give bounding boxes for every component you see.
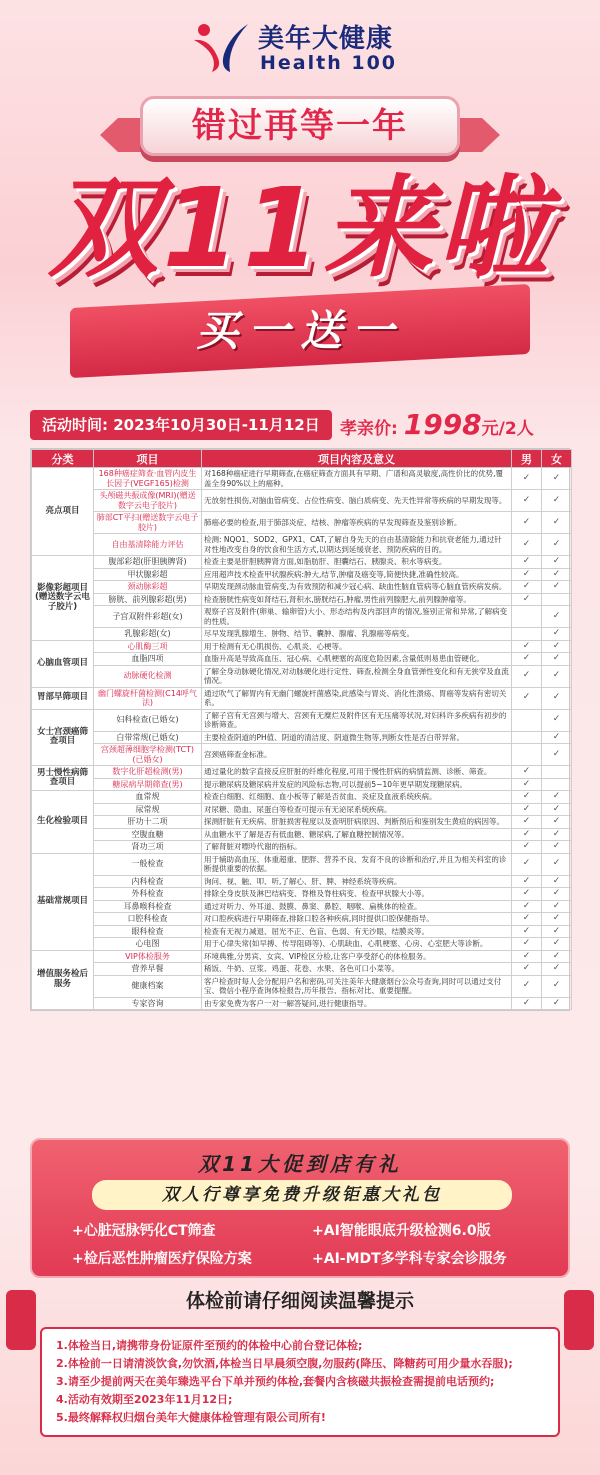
male-check-cell: ✓ bbox=[512, 568, 542, 581]
table-row bbox=[32, 709, 572, 731]
header-female: 女 bbox=[542, 450, 572, 468]
item-cell: 心肌酶三项 bbox=[94, 640, 202, 653]
category-cell: 男士慢性病筛查项目 bbox=[32, 766, 94, 791]
offer-ribbon bbox=[70, 284, 530, 378]
female-check-cell: ✓ bbox=[542, 640, 572, 653]
price-label: 孝亲价: bbox=[340, 419, 398, 439]
male-check-cell: ✓ bbox=[512, 913, 542, 926]
notice-line: 2.体检前一日请清淡饮食,勿饮酒,体检当日早晨须空腹,勿服药(降压、降糖药可用少量水吞服); bbox=[56, 1357, 513, 1370]
tagline-text: 错过再等一年 bbox=[192, 106, 408, 146]
item-cell: 空腹血糖 bbox=[94, 828, 202, 841]
female-check-cell bbox=[542, 766, 572, 779]
header-item: 项目 bbox=[94, 450, 202, 468]
table-row bbox=[32, 828, 572, 841]
description-cell: 通过对听力、外耳道、鼓膜、鼻窦、鼻腔、咽喉、扁桃体的检查。 bbox=[202, 900, 512, 913]
female-check-cell: ✓ bbox=[542, 803, 572, 816]
description-cell: 观察子宫及附件(卵巢、输卵管)大小、形态结构及内部回声的情况,鉴别正常和异常,了解病变的性质。 bbox=[202, 606, 512, 628]
male-check-cell bbox=[512, 628, 542, 641]
table-row bbox=[32, 628, 572, 641]
notice-line: 1.体检当日,请携带身份证原件至预约的体检中心前台登记体检; bbox=[56, 1339, 363, 1352]
description-cell: 对尿糖、隐血、尿蛋白等检查可提示有无泌尿系统疾病。 bbox=[202, 803, 512, 816]
description-cell: 通过吹气了解胃内有无幽门螺旋杆菌感染,此感染与胃炎、消化性溃疡、胃癌等发病有密切关系。 bbox=[202, 687, 512, 709]
description-cell: 稀饭、牛奶、豆浆、鸡蛋、花卷、水果、各色可口小菜等。 bbox=[202, 963, 512, 976]
item-cell: 甲状腺彩超 bbox=[94, 568, 202, 581]
table-row bbox=[32, 925, 572, 938]
female-check-cell: ✓ bbox=[542, 975, 572, 997]
description-cell: 检查主要是肝胆胰脾肾方面,如脂肪肝、胆囊结石、胰腺炎、积水等病变。 bbox=[202, 556, 512, 569]
notice-line: 3.请至少提前两天在美年臻选平台下单并预约体检,套餐内含核磁共振检查需提前电话预约; bbox=[56, 1375, 495, 1388]
description-cell: 检查膀胱性病变如肾结石,肾积水,膀胱结石,肿瘤,男性前列腺肥大,前列腺肿瘤等。 bbox=[202, 593, 512, 606]
female-check-cell: ✓ bbox=[542, 963, 572, 976]
promo-item: +心脏冠脉钙化CT筛查 bbox=[72, 1223, 216, 1239]
item-cell: 口腔科检查 bbox=[94, 913, 202, 926]
table-row bbox=[32, 468, 572, 490]
male-check-cell bbox=[512, 709, 542, 731]
item-cell: 一般检查 bbox=[94, 853, 202, 875]
female-check-cell: ✓ bbox=[542, 913, 572, 926]
campaign-time: 活动时间: 2023年10月30日-11月12日 bbox=[30, 410, 332, 440]
brand-name-en: Health 100 bbox=[260, 52, 398, 74]
table-row bbox=[32, 913, 572, 926]
notice-box bbox=[40, 1327, 560, 1437]
male-check-cell bbox=[512, 606, 542, 628]
description-cell: 从血糖水平了解是否有低血糖、糖尿病,了解血糖控制情况等。 bbox=[202, 828, 512, 841]
male-check-cell: ✓ bbox=[512, 938, 542, 951]
table-row bbox=[32, 938, 572, 951]
table-row bbox=[32, 512, 572, 534]
male-check-cell bbox=[512, 731, 542, 744]
female-check-cell: ✓ bbox=[542, 534, 572, 556]
promo-item: +检后恶性肿瘤医疗保险方案 bbox=[72, 1251, 252, 1267]
table-row bbox=[32, 568, 572, 581]
female-check-cell: ✓ bbox=[542, 816, 572, 829]
table-row bbox=[32, 950, 572, 963]
description-cell: 了解全身动脉硬化情况,对动脉硬化进行定性、筛查,检测全身血管弹性变化和有无狭窄及血流情况。 bbox=[202, 665, 512, 687]
campaign-price bbox=[340, 408, 534, 441]
female-check-cell: ✓ bbox=[542, 731, 572, 744]
description-cell: 探测肝脏有无疾病、肝脏损害程度以及查明肝病原因、判断预后和鉴别发生黄疸的病因等。 bbox=[202, 816, 512, 829]
main-title: 双11来啦 bbox=[48, 164, 552, 292]
female-check-cell: ✓ bbox=[542, 665, 572, 687]
description-cell: 检测: NQO1、SOD2、GPX1、CAT,了解自身先天的自由基清除能力和抗衰老能力,通过针对性地改变自身的饮食和生活方式,以期达到延缓衰老、预防疾病的目的。 bbox=[202, 534, 512, 556]
item-cell: 宫颈超薄细胞学检测(TCT)(已婚女) bbox=[94, 744, 202, 766]
table-row bbox=[32, 888, 572, 901]
table-row bbox=[32, 581, 572, 594]
category-cell: 亮点项目 bbox=[32, 468, 94, 556]
item-cell: 腹部彩超(肝胆胰脾肾) bbox=[94, 556, 202, 569]
male-check-cell: ✓ bbox=[512, 900, 542, 913]
notice-section bbox=[40, 1286, 560, 1437]
brand-mark-icon bbox=[190, 18, 252, 74]
description-cell: 排除全身皮肤及淋巴结病变、脊椎及脊柱病变、检查甲状腺大小等。 bbox=[202, 888, 512, 901]
brand-logo bbox=[190, 14, 420, 78]
female-check-cell: ✓ bbox=[542, 568, 572, 581]
item-cell: 尿常规 bbox=[94, 803, 202, 816]
female-check-cell bbox=[542, 778, 572, 791]
description-cell: 用于辅助高血压、体重超重、肥胖、营养不良、发育不良的诊断和治疗,并且为相关科室的诊断提供重要的依据。 bbox=[202, 853, 512, 875]
female-check-cell: ✓ bbox=[542, 875, 572, 888]
description-cell: 尽早发现乳腺增生、肿物、结节、囊肿、腺瘤、乳腺癌等病变。 bbox=[202, 628, 512, 641]
category-cell: 生化检验项目 bbox=[32, 791, 94, 854]
female-check-cell: ✓ bbox=[542, 938, 572, 951]
item-cell: 健康档案 bbox=[94, 975, 202, 997]
item-cell: 动脉硬化检测 bbox=[94, 665, 202, 687]
male-check-cell: ✓ bbox=[512, 950, 542, 963]
female-check-cell: ✓ bbox=[542, 853, 572, 875]
category-cell: 胃部早筛项目 bbox=[32, 687, 94, 709]
female-check-cell: ✓ bbox=[542, 709, 572, 731]
table-row bbox=[32, 490, 572, 512]
item-cell: 幽门螺旋杆菌检测(C14呼气法) bbox=[94, 687, 202, 709]
male-check-cell: ✓ bbox=[512, 803, 542, 816]
category-cell: 基础常规项目 bbox=[32, 853, 94, 950]
female-check-cell: ✓ bbox=[542, 997, 572, 1010]
female-check-cell: ✓ bbox=[542, 628, 572, 641]
header-description: 项目内容及意义 bbox=[202, 450, 512, 468]
item-cell: 白带常规(已婚女) bbox=[94, 731, 202, 744]
price-value: 1998 bbox=[403, 408, 482, 441]
male-check-cell: ✓ bbox=[512, 687, 542, 709]
female-check-cell: ✓ bbox=[542, 490, 572, 512]
tagline-banner bbox=[140, 96, 460, 156]
table-row bbox=[32, 778, 572, 791]
female-check-cell: ✓ bbox=[542, 791, 572, 804]
male-check-cell: ✓ bbox=[512, 665, 542, 687]
item-cell: 血常规 bbox=[94, 791, 202, 804]
table-row bbox=[32, 556, 572, 569]
male-check-cell: ✓ bbox=[512, 791, 542, 804]
male-check-cell: ✓ bbox=[512, 828, 542, 841]
female-check-cell: ✓ bbox=[542, 925, 572, 938]
description-cell: 肺癌必要的检查,用于肺部炎症、结核、肿瘤等疾病的早发现筛查及鉴别诊断。 bbox=[202, 512, 512, 534]
table-row bbox=[32, 687, 572, 709]
item-cell: 外科检查 bbox=[94, 888, 202, 901]
female-check-cell: ✓ bbox=[542, 512, 572, 534]
male-check-cell: ✓ bbox=[512, 593, 542, 606]
female-check-cell: ✓ bbox=[542, 744, 572, 766]
description-cell: 了解肾脏对嘌呤代谢的指标。 bbox=[202, 841, 512, 854]
description-cell: 早期发现颈动脉血管病变,为有效预防和减少冠心病、缺血性脑血管病等心脑血管疾病发病。 bbox=[202, 581, 512, 594]
table-row bbox=[32, 816, 572, 829]
item-cell: 数字化肝超检测(男) bbox=[94, 766, 202, 779]
table-row bbox=[32, 875, 572, 888]
female-check-cell: ✓ bbox=[542, 556, 572, 569]
promo-box bbox=[30, 1138, 570, 1278]
male-check-cell: ✓ bbox=[512, 997, 542, 1010]
item-cell: 眼科检查 bbox=[94, 925, 202, 938]
table-body bbox=[32, 468, 572, 1010]
promo-item: +AI智能眼底升级检测6.0版 bbox=[312, 1223, 491, 1239]
table-row bbox=[32, 975, 572, 997]
item-cell: 子宫双附件彩超(女) bbox=[94, 606, 202, 628]
female-check-cell: ✓ bbox=[542, 606, 572, 628]
brand-name-cn: 美年大健康 bbox=[258, 24, 394, 54]
offer-text: 买一送一 bbox=[195, 306, 404, 355]
male-check-cell: ✓ bbox=[512, 512, 542, 534]
price-unit: 元/2人 bbox=[481, 419, 534, 439]
table-row bbox=[32, 744, 572, 766]
header-category: 分类 bbox=[32, 450, 94, 468]
category-cell: 女士宫颈癌筛查项目 bbox=[32, 709, 94, 766]
item-cell: 颈动脉彩超 bbox=[94, 581, 202, 594]
male-check-cell: ✓ bbox=[512, 556, 542, 569]
header-male: 男 bbox=[512, 450, 542, 468]
female-check-cell: ✓ bbox=[542, 900, 572, 913]
description-cell: 对口腔疾病进行早期筛查,排除口腔各种疾病,同时提供口腔保健指导。 bbox=[202, 913, 512, 926]
table-row bbox=[32, 665, 572, 687]
item-cell: 肝功十二项 bbox=[94, 816, 202, 829]
description-cell: 用于检测有无心肌损伤、心肌炎、心梗等。 bbox=[202, 640, 512, 653]
item-cell: 肾功三项 bbox=[94, 841, 202, 854]
male-check-cell: ✓ bbox=[512, 875, 542, 888]
exam-items-table bbox=[30, 448, 570, 1011]
item-cell: 妇科检查(已婚女) bbox=[94, 709, 202, 731]
item-cell: 乳腺彩超(女) bbox=[94, 628, 202, 641]
male-check-cell: ✓ bbox=[512, 816, 542, 829]
description-cell: 对168种癌症进行早期筛查,在癌症筛查方面具有早期、广谱和高灵敏度,高性价比的优势,覆盖全身90%以上的癌种。 bbox=[202, 468, 512, 490]
table-row bbox=[32, 841, 572, 854]
notice-line: 5.最终解释权归烟台美年大健康体检管理有限公司所有! bbox=[56, 1411, 326, 1424]
notice-title: 体检前请仔细阅读温馨提示 bbox=[185, 1290, 414, 1312]
male-check-cell bbox=[512, 744, 542, 766]
female-check-cell: ✓ bbox=[542, 653, 572, 666]
item-cell: 专家咨询 bbox=[94, 997, 202, 1010]
item-cell: 糖尿病早期筛查(男) bbox=[94, 778, 202, 791]
table-row bbox=[32, 853, 572, 875]
female-check-cell: ✓ bbox=[542, 841, 572, 854]
notice-line: 4.活动有效期至2023年11月12日; bbox=[56, 1393, 233, 1406]
description-cell: 血脂升高是导致高血压、冠心病、心肌梗塞的高度危险因素,含量低则易患血管硬化。 bbox=[202, 653, 512, 666]
item-cell: VIP体检服务 bbox=[94, 950, 202, 963]
category-cell: 增值服务检后服务 bbox=[32, 950, 94, 1010]
male-check-cell: ✓ bbox=[512, 490, 542, 512]
description-cell: 用于心律失常(如早搏、传导阻碍等)、心肌缺血、心肌梗塞、心房、心室肥大等诊断。 bbox=[202, 938, 512, 951]
male-check-cell: ✓ bbox=[512, 925, 542, 938]
description-cell: 环境典雅,分男宾、女宾、VIP检区分检,让客户享受舒心的体检服务。 bbox=[202, 950, 512, 963]
female-check-cell: ✓ bbox=[542, 828, 572, 841]
table-row bbox=[32, 791, 572, 804]
lantern-right-decoration bbox=[564, 1290, 594, 1350]
description-cell: 主要检查阴道的PH值、阴道的清洁度、阴道微生物等,判断女性是否白带异常。 bbox=[202, 731, 512, 744]
description-cell: 检查白细胞、红细胞、血小板等了解是否贫血、炎症及血液系统疾病。 bbox=[202, 791, 512, 804]
table-row bbox=[32, 766, 572, 779]
male-check-cell: ✓ bbox=[512, 841, 542, 854]
item-cell: 自由基清除能力评估 bbox=[94, 534, 202, 556]
promo-item: +AI-MDT多学科专家会诊服务 bbox=[312, 1251, 507, 1267]
male-check-cell: ✓ bbox=[512, 653, 542, 666]
item-cell: 营养早餐 bbox=[94, 963, 202, 976]
male-check-cell: ✓ bbox=[512, 581, 542, 594]
table-row bbox=[32, 963, 572, 976]
table-row bbox=[32, 900, 572, 913]
item-cell: 膀胱、前列腺彩超(男) bbox=[94, 593, 202, 606]
male-check-cell: ✓ bbox=[512, 975, 542, 997]
male-check-cell: ✓ bbox=[512, 778, 542, 791]
male-check-cell: ✓ bbox=[512, 640, 542, 653]
description-cell: 宫颈癌筛查金标准。 bbox=[202, 744, 512, 766]
table-row bbox=[32, 997, 572, 1010]
female-check-cell: ✓ bbox=[542, 581, 572, 594]
male-check-cell: ✓ bbox=[512, 534, 542, 556]
description-cell: 由专家免费为客户一对一解答疑问,进行健康指导。 bbox=[202, 997, 512, 1010]
description-cell: 应用超声技术检查甲状腺疾病:肿大,结节,肿瘤及癌变等,简便快捷,准确性较高。 bbox=[202, 568, 512, 581]
category-cell: 心脑血管项目 bbox=[32, 640, 94, 687]
female-check-cell: ✓ bbox=[542, 950, 572, 963]
description-cell: 提示糖尿病及糖尿病并发症的风险标志物,可以提前5~10年更早期发现糖尿病。 bbox=[202, 778, 512, 791]
table-row bbox=[32, 803, 572, 816]
item-cell: 耳鼻喉科检查 bbox=[94, 900, 202, 913]
description-cell: 检查有无视力减退、屈光不正、色盲、色弱、有无沙眼、结膜炎等。 bbox=[202, 925, 512, 938]
item-cell: 内科检查 bbox=[94, 875, 202, 888]
male-check-cell: ✓ bbox=[512, 853, 542, 875]
description-cell: 了解子宫有无宫颈与增大、宫颈有无糜烂及附件区有无压痛等状况,对妇科许多疾病有初步的诊断筛查。 bbox=[202, 709, 512, 731]
table-row bbox=[32, 640, 572, 653]
category-cell: 影像彩超项目(赠送数字云电子胶片) bbox=[32, 556, 94, 641]
table-row bbox=[32, 593, 572, 606]
campaign-info-row bbox=[0, 408, 600, 442]
item-cell: 肺部CT平扫(赠送数字云电子胶片) bbox=[94, 512, 202, 534]
female-check-cell bbox=[542, 593, 572, 606]
description-cell: 询问、视、触、叩、听,了解心、肝、脾、神经系统等疾病。 bbox=[202, 875, 512, 888]
male-check-cell: ✓ bbox=[512, 888, 542, 901]
description-cell: 通过量化的数字直接反应肝脏的纤维化程度,可用于慢性肝病的病情监测、诊断、筛查。 bbox=[202, 766, 512, 779]
table-row bbox=[32, 606, 572, 628]
item-cell: 心电图 bbox=[94, 938, 202, 951]
table-row bbox=[32, 731, 572, 744]
table-row bbox=[32, 534, 572, 556]
female-check-cell: ✓ bbox=[542, 687, 572, 709]
promo-title: 双11大促到店有礼 bbox=[198, 1152, 402, 1176]
male-check-cell: ✓ bbox=[512, 963, 542, 976]
item-cell: 血脂四项 bbox=[94, 653, 202, 666]
male-check-cell: ✓ bbox=[512, 468, 542, 490]
description-cell: 客户检查时每人会分配用户名和密码,可关注美年大健康烟台公众号查询,同时可以通过支付宝、微信小程序查询体检报告,历年报告、指标对比、重要提醒。 bbox=[202, 975, 512, 997]
item-cell: 头颅磁共振成像(MRI)(赠送数字云电子胶片) bbox=[94, 490, 202, 512]
female-check-cell: ✓ bbox=[542, 468, 572, 490]
lantern-left-decoration bbox=[6, 1290, 36, 1350]
promo-subtitle: 双人行尊享免费升级钜惠大礼包 bbox=[92, 1180, 512, 1210]
table-row bbox=[32, 653, 572, 666]
item-cell: 168种癌症筛查·血管内皮生长因子(VEGF165)检测 bbox=[94, 468, 202, 490]
male-check-cell: ✓ bbox=[512, 766, 542, 779]
description-cell: 无放射性损伤,对脑血管病变、占位性病变、脑白质病变、先天性异常等疾病的早期发现等。 bbox=[202, 490, 512, 512]
table-header-row bbox=[32, 450, 572, 468]
female-check-cell: ✓ bbox=[542, 888, 572, 901]
